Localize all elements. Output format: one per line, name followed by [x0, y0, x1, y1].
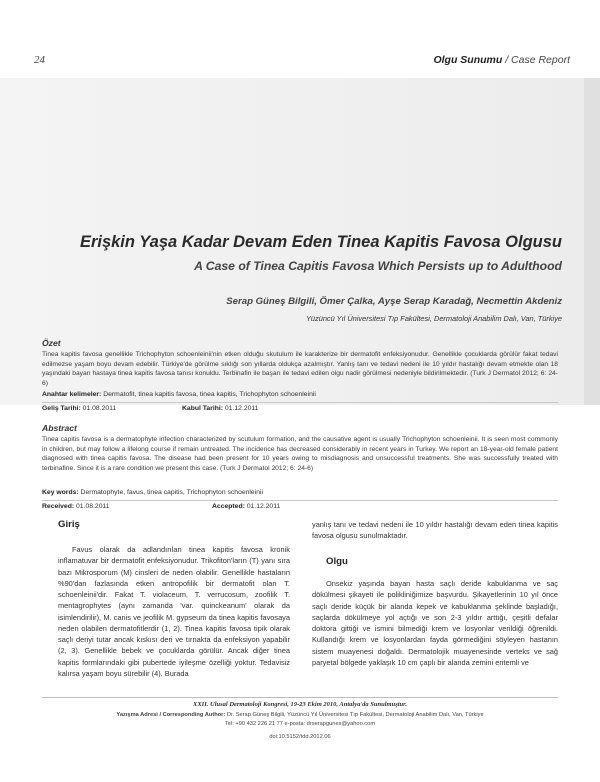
- ozet-keywords-label: Anahtar kelimeler:: [42, 391, 102, 398]
- ozet-heading: Özet: [42, 338, 61, 348]
- olgu-paragraph: Onsekiz yaşında bayan hasta saçlı deride kabuklanma ve saç dökülmesi şikayeti ile polikliniğimize başvurdu. Şikayetlerinin 10 yıl önce saçlı deride küçük bir alanda kepek ve kabuklanma şeklinde başladığı, saçlarda dökülmeye yol açtığı ve son 2-3 yıldır arttığı, çeşitli defalar doktora gittiği ve ismini bilmediği krem ve losyonlar verildiği öğrenildi. Kullandığı krem ve losyonlardan fayda görmediğini söyleyen hastanın sistem muayenesi doğaldı. Dermatolojik muayenesinde verteks ve sağ paryetal bölgede yaklaşık 10 cm çaplı bir alanda zemini eritemli ve: [312, 579, 558, 667]
- abstract-keywords-value: Dermatophyte, favus, tinea capitis, Trichophyton schoenleinii: [78, 489, 264, 496]
- congress-note: XXII. Ulusal Dermatoloji Kongresi, 19-23 Ekim 2010, Antalya'da Sunulmuştur.: [193, 701, 407, 708]
- ozet-received-label: Geliş Tarihi:: [42, 405, 81, 412]
- ozet-accepted: [182, 405, 258, 412]
- ozet-accepted-date: 01.12.2011: [223, 405, 259, 412]
- right-column: [312, 578, 558, 668]
- correspondence-text: Dr. Serap Güneş Bilgili, Yüzüncü Yıl Üniversitesi Tıp Fakültesi, Dermatoloji Anabilim Dalı, Van, Türkiye: [225, 712, 484, 718]
- correspondence-label: Yazışma Adresi / Corresponding Author:: [116, 712, 226, 718]
- correspondence: [0, 712, 600, 718]
- ozet-keywords-value: Dermatofit, tinea kapitis favosa, tinea kapitis, Trichophyton schoenleinii: [101, 391, 316, 398]
- abstract-accepted: [212, 503, 280, 510]
- footer-divider: [42, 697, 558, 698]
- abstract-keywords: [42, 489, 263, 496]
- article-title-turkish: Erişkin Yaşa Kadar Devam Eden Tinea Kapitis Favosa Olgusu: [79, 233, 562, 251]
- left-column: [58, 544, 290, 679]
- title-band-edge: [584, 78, 600, 405]
- olgu-heading: Olgu: [326, 556, 348, 567]
- ozet-accepted-label: Kabul Tarihi:: [182, 405, 224, 412]
- abstract-heading: Abstract: [42, 423, 77, 433]
- page-number: 24: [34, 54, 45, 66]
- ozet-received-date: 01.08.2011: [80, 405, 117, 412]
- abstract-accepted-label: Accepted:: [212, 503, 245, 510]
- running-head: [433, 54, 570, 66]
- ozet-keywords: [42, 391, 316, 398]
- running-head-type: / Case Report: [502, 54, 570, 66]
- abstract-keywords-label: Key words:: [42, 489, 79, 496]
- giris-continuation: yanlış tanı ve tedavi nedeni ile 10 yıldır hastalığı devam eden tinea kapitis favosa olgusu sunulmaktadır.: [312, 520, 558, 541]
- doi: doi:10.5152/tdd.2012.06: [269, 734, 331, 740]
- abstract-received: [42, 503, 110, 510]
- abstract-text: Tinea capitis favosa is a dermatophyte infection characterized by scutulum formation, and the causative agent is usually Trichophyton schoenleinii. It is seen most commonly in children, but may follow a lifelong course if remain untreated. The incidence has decreased considerably in recent years in Turkey. We report an 18-year-old female patient diagnosed with tinea capitis favosa. The disease had been present for 10 years owing to misdiagnosis and unsuccessful treatments. She was successfully treated with terbinafine. Since it is a rare condition we present this case. (Turk J Dermatol 2012; 6: 24-6): [42, 436, 558, 472]
- divider: [42, 500, 558, 501]
- giris-heading: Giriş: [58, 519, 80, 530]
- ozet-text: Tinea kapitis favosa genellikle Trichophyton schoenleinii'nin etken olduğu skutulum ile karakterize bir dermatofit enfeksiyonudur. Genellikle çocuklarda görülür fakat tedavi edilmezse yaşam boyu devam edebilir. Türkiye'de görülme sıklığı son yıllarda oldukça azalmıştır. Yanlış tanı ve tedavi nedeni ile 10 yıldır hastalığı devam etmekte olan 18 yaşındaki bayan hastaya tinea kapitis favosa tanısı konuldu. Terbinafin ile başarı ile tedavi edilen olgu nadir görülmesi nedeniyle bildirilmektedir. (Turk J Dermatol 2012; 6: 24-6): [42, 351, 558, 387]
- abstract-accepted-date: 01.12.2011: [244, 503, 281, 510]
- article-title-english: A Case of Tinea Capitis Favosa Which Persists up to Adulthood: [194, 259, 562, 273]
- running-head-section: Olgu Sunumu: [433, 54, 503, 66]
- affiliation: Yüzüncü Yıl Üniversitesi Tıp Fakültesi, Dermatoloji Anabilim Dalı, Van, Türkiye: [305, 314, 562, 323]
- contact-line: Tel: +90 432 226 21 77 e-posta: drserapgunes@yahoo.com: [224, 721, 376, 727]
- ozet-received: [42, 405, 116, 412]
- right-column-top: [312, 519, 558, 542]
- abstract-received-date: 01.08.2011: [74, 503, 110, 510]
- abstract-received-label: Received:: [42, 503, 75, 510]
- giris-paragraph: Favus olarak da adlandırılan tinea kapitis favosa kronik inflamatuvar bir dermatofit enfeksiyonudur. Trikofiton'ların (T) yanı sıra bazı Mikrosporum (M) cinsleri de neden olabilir. Genellikle hastaların %90'dan fazlasında etken antropofilik bir dermatofit olan T. schoenleinii'dir. Fakat T. violaceum, T. verrucosum, zoofilik T. mentagrophytes (aynı zamanda 'var. quinckeanum' olarak da isimlendirilir), M. canis ve jeofilik M. gypseum da tinea kapitis favosaya neden olabilen dermatofitlerdir (1, 2). Tinea kapitis favosa tipik olarak saçlı deriyi tutar ancak kıskısı deri ve tırnakta da enfeksiyon yapabilir (2, 3). Genellikle bebek ve çocuklarda görülür. Ancak diğer tinea kapitis formlarındaki gibi pubertede iyileşme özelliği yoktur. Tedavisiz kalırsa yaşam boyu sürebilir (4). Burada: [58, 545, 290, 678]
- author-list: Serap Güneş Bilgili, Ömer Çalka, Ayşe Serap Karadağ, Necmettin Akdeniz: [226, 296, 562, 307]
- divider: [42, 402, 558, 403]
